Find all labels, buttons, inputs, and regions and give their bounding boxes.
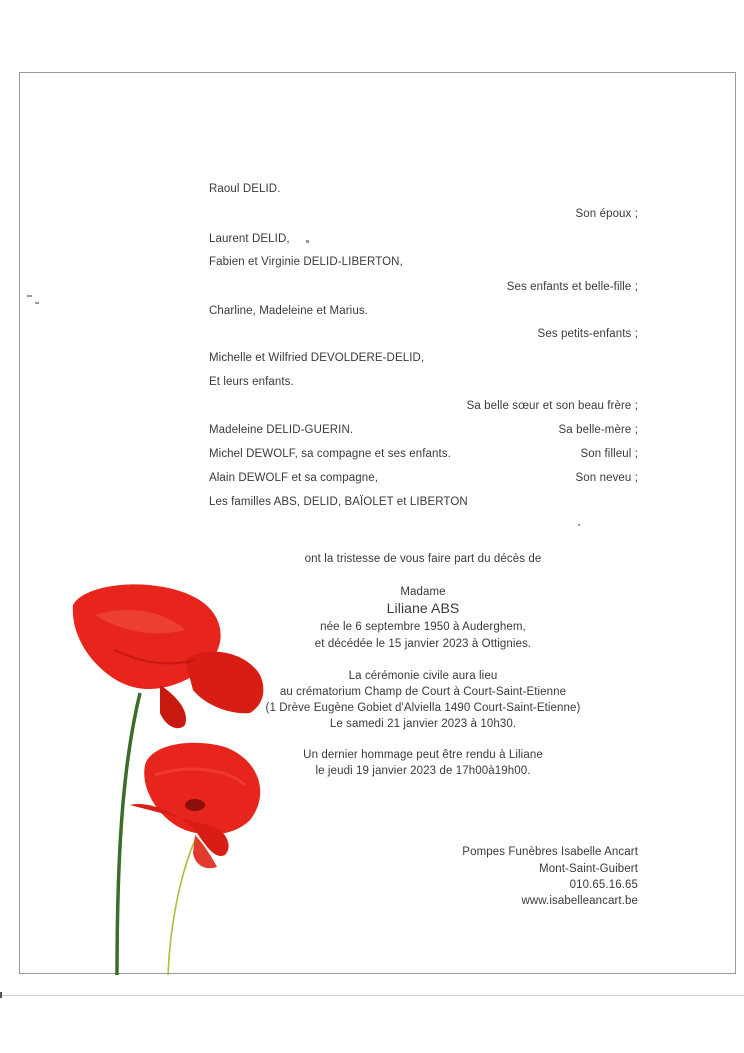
scan-speck bbox=[35, 302, 39, 304]
tribute-date: le jeudi 19 janvier 2023 de 17h00à19h00. bbox=[315, 765, 531, 777]
funeral-home-website: www.isabelleancart.be bbox=[521, 895, 638, 907]
scan-mark bbox=[0, 992, 2, 998]
grandchildren-names: Charline, Madeleine et Marius. bbox=[209, 305, 368, 317]
sister-names: Michelle et Wilfried DEVOLDERE-DELID, bbox=[209, 352, 425, 364]
scan-speck bbox=[306, 240, 309, 243]
godson-name: Michel DEWOLF, sa compagne et ses enfants. bbox=[209, 448, 451, 460]
tribute-line: Un dernier hommage peut être rendu à Liliane bbox=[303, 749, 543, 761]
ceremony-address: (1 Drève Eugène Gobiet d'Alviella 1490 Court-Saint-Etienne) bbox=[265, 702, 581, 714]
spouse-name: Raoul DELID. bbox=[209, 183, 281, 195]
poppy-stem bbox=[117, 693, 140, 975]
ceremony-date: Le samedi 21 janvier 2023 à 10h30. bbox=[329, 718, 517, 730]
mother-in-law-role: Sa belle-mère ; bbox=[558, 424, 638, 436]
small-poppy bbox=[130, 743, 260, 869]
child-name: Laurent DELID, bbox=[209, 233, 290, 245]
deceased-name: Liliane ABS bbox=[386, 600, 460, 616]
nephew-role: Son neveu ; bbox=[575, 472, 638, 484]
large-poppy bbox=[73, 584, 264, 728]
poppy-stem bbox=[168, 840, 195, 975]
scan-speck bbox=[578, 524, 580, 526]
children-role: Ses enfants et belle-fille ; bbox=[506, 281, 638, 293]
nephew-name: Alain DEWOLF et sa compagne, bbox=[209, 472, 378, 484]
deceased-title: Madame bbox=[400, 586, 446, 598]
mother-in-law-name: Madeleine DELID-GUERIN. bbox=[209, 424, 354, 436]
spouse-role: Son époux ; bbox=[575, 208, 638, 220]
child-name: Fabien et Virginie DELID-LIBERTON, bbox=[209, 256, 403, 268]
sister-role: Sa belle sœur et son beau frère ; bbox=[466, 400, 638, 412]
announcement-intro: ont la tristesse de vous faire part du décès de bbox=[304, 553, 542, 565]
death-line: et décédée le 15 janvier 2023 à Ottignies. bbox=[314, 638, 532, 650]
sister-children: Et leurs enfants. bbox=[209, 376, 294, 388]
poppy-illustration bbox=[55, 575, 270, 977]
funeral-home-phone: 010.65.16.65 bbox=[569, 879, 638, 891]
ceremony-venue: au crématorium Champ de Court à Court-Saint-Etienne bbox=[279, 686, 567, 698]
funeral-home-name: Pompes Funèbres Isabelle Ancart bbox=[462, 846, 638, 858]
godson-role: Son filleul ; bbox=[580, 448, 638, 460]
birth-line: née le 6 septembre 1950 à Auderghem, bbox=[320, 621, 526, 633]
families-line: Les familles ABS, DELID, BAÏOLET et LIBERTON bbox=[209, 496, 468, 508]
bottom-divider bbox=[0, 995, 744, 996]
scan-speck bbox=[27, 295, 32, 297]
grandchildren-role: Ses petits-enfants ; bbox=[537, 328, 638, 340]
ceremony-line: La cérémonie civile aura lieu bbox=[348, 670, 498, 682]
funeral-home-city: Mont-Saint-Guibert bbox=[539, 863, 638, 875]
